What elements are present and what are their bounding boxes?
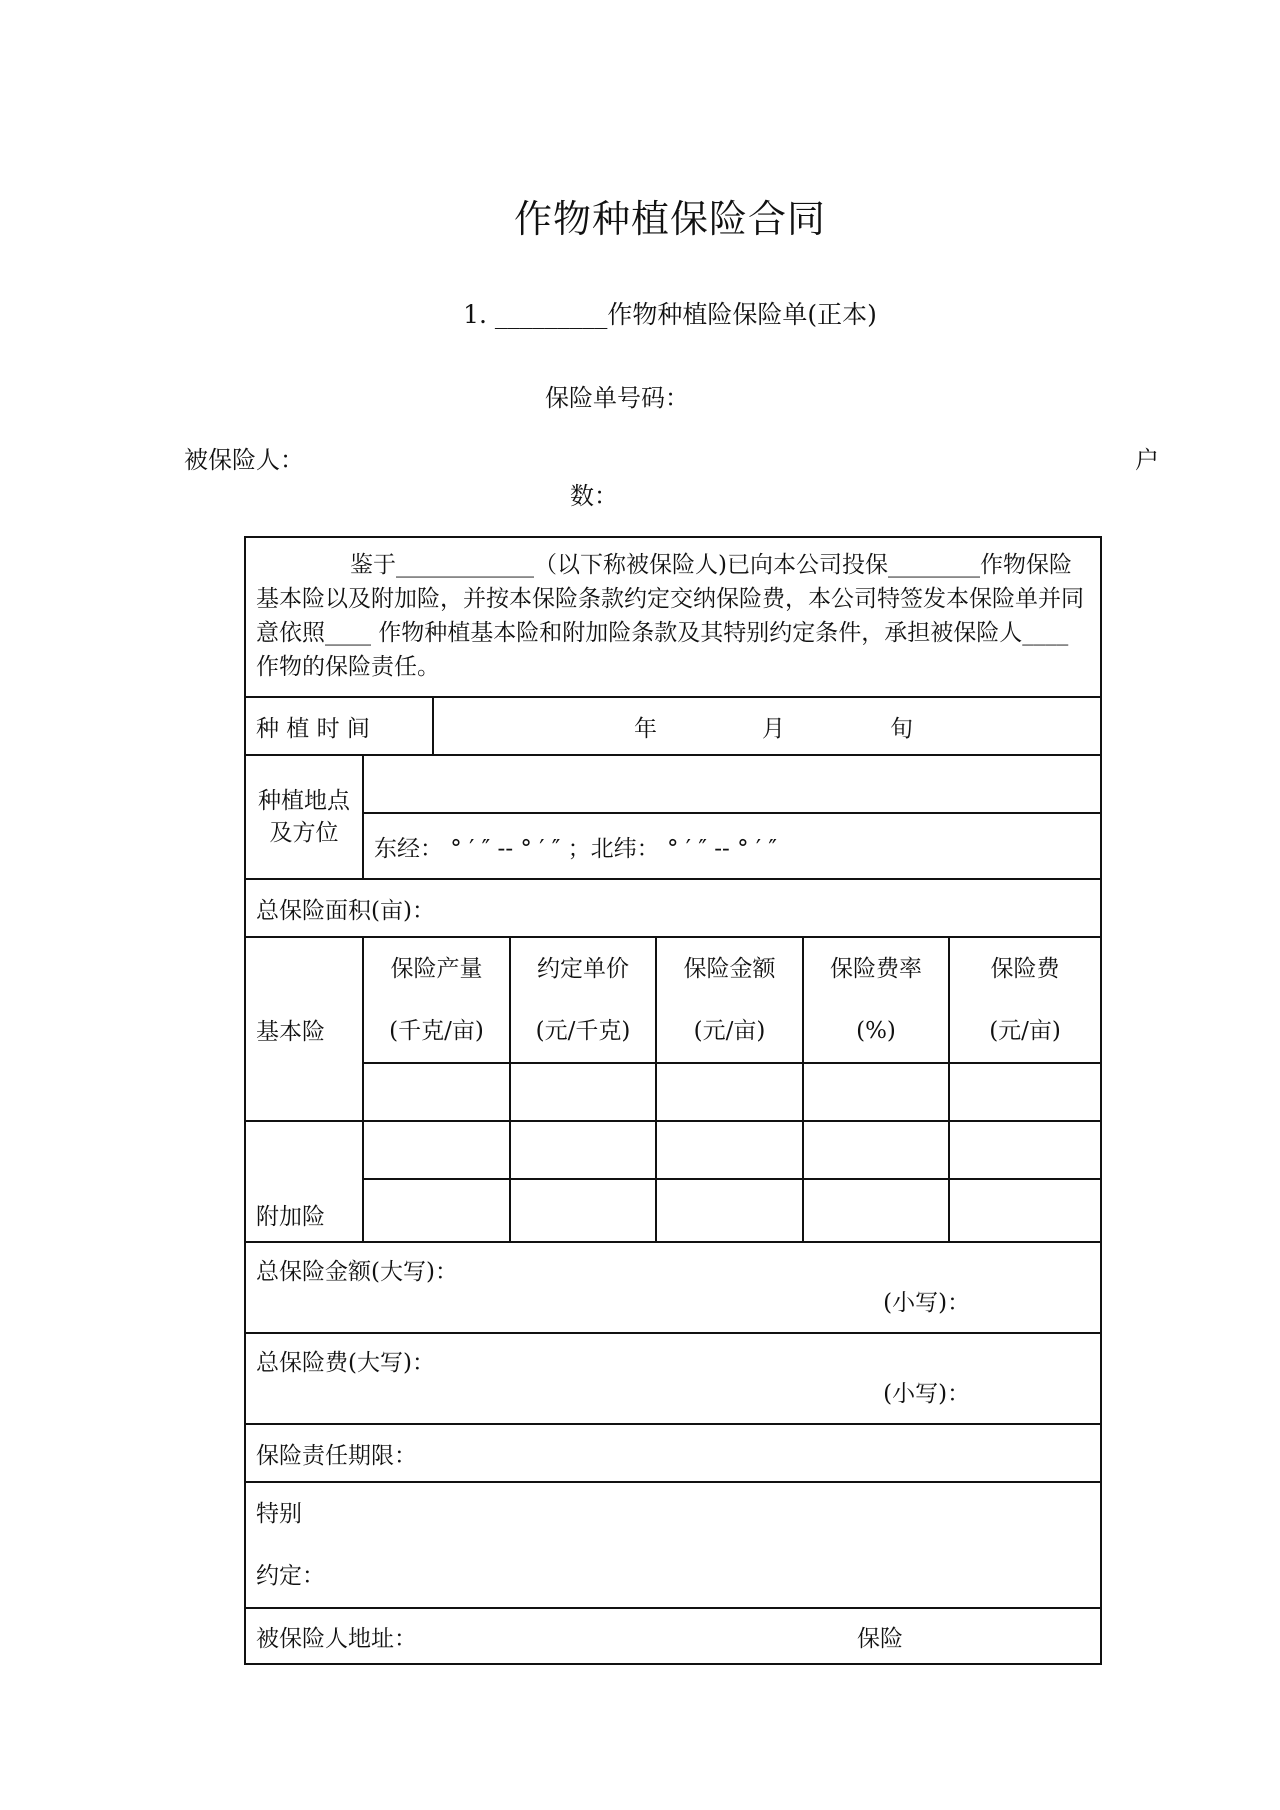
basic-cell bbox=[363, 1063, 510, 1121]
total-amount-label: 总保险金额(大写)： bbox=[256, 1258, 458, 1285]
insured-address-label: 被保险人地址： bbox=[256, 1625, 417, 1652]
additional-cell bbox=[949, 1179, 1101, 1242]
households-label-part2: 数： bbox=[570, 482, 618, 510]
insured-label: 被保险人： bbox=[184, 446, 304, 474]
additional-cell bbox=[510, 1179, 656, 1242]
special-agreement-row bbox=[245, 1482, 1101, 1608]
special-agreement-label-line1: 特别 bbox=[256, 1501, 302, 1527]
additional-cell bbox=[803, 1121, 949, 1179]
insurer-label: 保险 bbox=[857, 1625, 903, 1652]
total-premium-label: 总保险费(大写)： bbox=[256, 1349, 435, 1376]
year-label: 年 bbox=[634, 715, 657, 742]
document-title: 作物种植保险合同 bbox=[513, 197, 826, 241]
col-insured-amount: 保险金额 (元/亩) bbox=[656, 937, 803, 1063]
planting-location-label: 种植地点及方位 bbox=[245, 755, 363, 879]
col-premium-rate: 保险费率 (%) bbox=[803, 937, 949, 1063]
planting-time-label: 种 植 时 间 bbox=[245, 697, 433, 755]
additional-cell bbox=[656, 1179, 803, 1242]
period-label: 旬 bbox=[890, 715, 913, 742]
basic-cell bbox=[656, 1063, 803, 1121]
planting-time-value bbox=[433, 697, 1101, 755]
total-amount-small-label: (小写)： bbox=[883, 1289, 971, 1316]
basic-cell bbox=[803, 1063, 949, 1121]
total-amount-row bbox=[245, 1242, 1101, 1333]
additional-cell bbox=[363, 1121, 510, 1179]
households-label-part1: 户 bbox=[1135, 446, 1159, 474]
month-label: 月 bbox=[762, 715, 785, 742]
col-premium: 保险费 (元/亩) bbox=[949, 937, 1101, 1063]
total-area-label: 总保险面积(亩)： bbox=[245, 879, 1101, 937]
basic-cell bbox=[510, 1063, 656, 1121]
insurance-period-label: 保险责任期限： bbox=[245, 1424, 1101, 1482]
additional-cell bbox=[656, 1121, 803, 1179]
policy-form-table bbox=[244, 536, 1102, 1665]
additional-cell bbox=[510, 1121, 656, 1179]
policy-number-label: 保险单号码： bbox=[545, 384, 689, 412]
col-insured-yield: 保险产量 (千克/亩) bbox=[363, 937, 510, 1063]
footer-row bbox=[245, 1608, 1101, 1664]
col-agreed-price: 约定单价 (元/千克) bbox=[510, 937, 656, 1063]
special-agreement-label-line2: 约定： bbox=[256, 1563, 325, 1589]
additional-cell bbox=[949, 1121, 1101, 1179]
total-premium-small-label: (小写)： bbox=[883, 1380, 971, 1407]
total-premium-row bbox=[245, 1333, 1101, 1424]
basic-insurance-label: 基本险 bbox=[245, 937, 363, 1121]
additional-insurance-label: 附加险 bbox=[245, 1121, 363, 1242]
basic-cell bbox=[949, 1063, 1101, 1121]
coordinates-line: 东经： ° ′ ″ -- ° ′ ″ ；北纬： ° ′ ″ -- ° ′ ″ bbox=[363, 813, 1101, 879]
additional-cell bbox=[803, 1179, 949, 1242]
intro-paragraph: 鉴于____________（以下称被保险人)已向本公司投保________作物保险基本险以及附加险，并按本保险条款约定交纳保险费，本公司特签发本保险单并同意依照____ 作物种植基本险和附加险条款及其特别约定条件，承担被保险人____ 作物的保险责任。 bbox=[245, 537, 1101, 697]
additional-cell bbox=[363, 1179, 510, 1242]
planting-location-blank bbox=[363, 755, 1101, 813]
policy-subtitle: 1. _________作物种植险保险单(正本) bbox=[463, 300, 877, 329]
